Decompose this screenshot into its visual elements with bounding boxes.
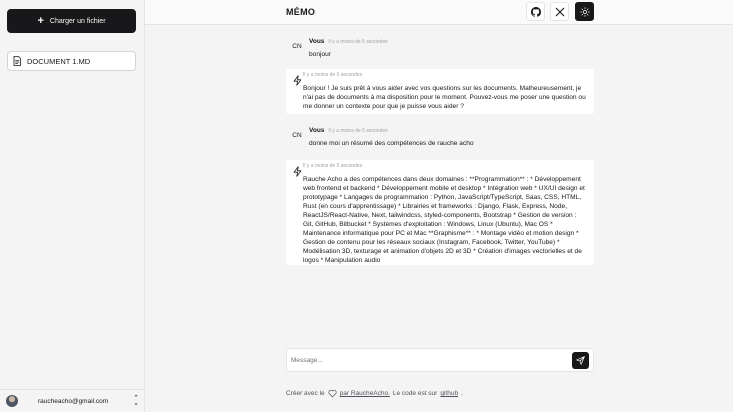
bolt-icon — [290, 164, 304, 178]
page-title: MÉMO — [286, 7, 316, 17]
send-icon — [576, 356, 585, 365]
message-meta — [303, 72, 362, 78]
document-label: DOCUMENT 1.MD — [27, 56, 91, 66]
message-meta — [303, 163, 362, 169]
message-time: Il y a moins de 5 secondes — [328, 39, 388, 45]
message-input[interactable] — [291, 353, 561, 368]
message-user — [286, 35, 594, 61]
upload-file-button[interactable] — [7, 9, 136, 33]
message-composer — [286, 348, 594, 372]
message-text: bonjour — [309, 51, 331, 58]
message-text: donne moi un résumé des compétences de rauche acho — [309, 140, 474, 147]
heart-icon — [328, 389, 337, 398]
avatar — [6, 395, 18, 407]
bolt-icon — [290, 73, 304, 87]
message-meta — [309, 127, 388, 134]
x-icon — [555, 7, 565, 17]
chevron-up-down-icon: ⌃ ⌄ — [133, 395, 139, 407]
sidebar — [0, 0, 145, 412]
message-time: Il y a moins de 5 secondes — [303, 72, 363, 78]
message-author: Vous — [309, 127, 325, 134]
file-icon — [13, 56, 21, 66]
send-button[interactable] — [572, 352, 589, 369]
message-meta — [309, 38, 388, 45]
initials-label: CN — [292, 42, 302, 50]
message-time: Il y a moins de 5 secondes — [303, 163, 363, 169]
upload-file-label: Charger un fichier — [49, 17, 106, 25]
author-link[interactable]: par RaucheAcho. — [339, 390, 390, 397]
x-button[interactable] — [550, 2, 569, 21]
theme-toggle-button[interactable] — [575, 2, 594, 21]
initials-label: CN — [292, 131, 302, 139]
message-author: Vous — [309, 38, 325, 45]
message-assistant — [286, 160, 594, 265]
user-email: raucheacho@gmail.com — [38, 397, 109, 405]
footer-middle: Le code est sur — [392, 390, 438, 397]
github-button[interactable] — [526, 2, 545, 21]
sun-icon — [580, 7, 590, 17]
github-link[interactable]: github — [440, 390, 459, 397]
footer-suffix: . — [461, 390, 463, 397]
user-avatar-initials — [290, 39, 304, 53]
footer-prefix: Créer avec le — [286, 390, 325, 397]
user-avatar-initials — [290, 128, 304, 142]
message-text: Rauche Acho a des compétences dans deux domaines : **Programmation** : * Développement web frontend et backend * Développement mobile et desktop * Intégration web * UX/UI design et prototypage * Langages de programmation : Python, JavaScript/TypeScript, Saas, CSS, HTML, Rust (en cours d'apprentissage) * Librairies et frameworks : Django, Flask, Express, Node, ReactJS/React-Native, Next, tailwindcss, styled-components, Bootstrap * Gestion de version : Git, GitHub, Bitbucket * Systèmes d'exploitation : Windows, Linux (Ubuntu), Mac OS * Maintenance informatique pour PC et Mac **Graphisme** : * Montage vidéo et motion design * Gestion de contenu pour les réseaux sociaux (Instagram, Facebook, Twitter, YouTube) * Modélisation 3D, texturage et animation d'objets 2D et 3D * Création d'images vectorielles et de logos * Manipulation audio — [303, 176, 585, 264]
document-item[interactable] — [7, 51, 136, 71]
github-icon — [531, 7, 541, 17]
message-text: Bonjour ! Je suis prêt à vous aider avec vos questions sur les documents. Malheureusement, je n'ai pas de documents à ma disposition pour le moment. Pouvez-vous me poser une question ou me donner un contexte pour que je puisse vous aider ? — [303, 85, 586, 110]
message-assistant — [286, 69, 594, 114]
header — [145, 0, 733, 25]
message-user — [286, 124, 594, 150]
plus-icon: + — [37, 14, 44, 27]
footer — [286, 389, 463, 398]
message-time: Il y a moins de 5 secondes — [328, 128, 388, 134]
user-menu[interactable] — [0, 389, 145, 412]
